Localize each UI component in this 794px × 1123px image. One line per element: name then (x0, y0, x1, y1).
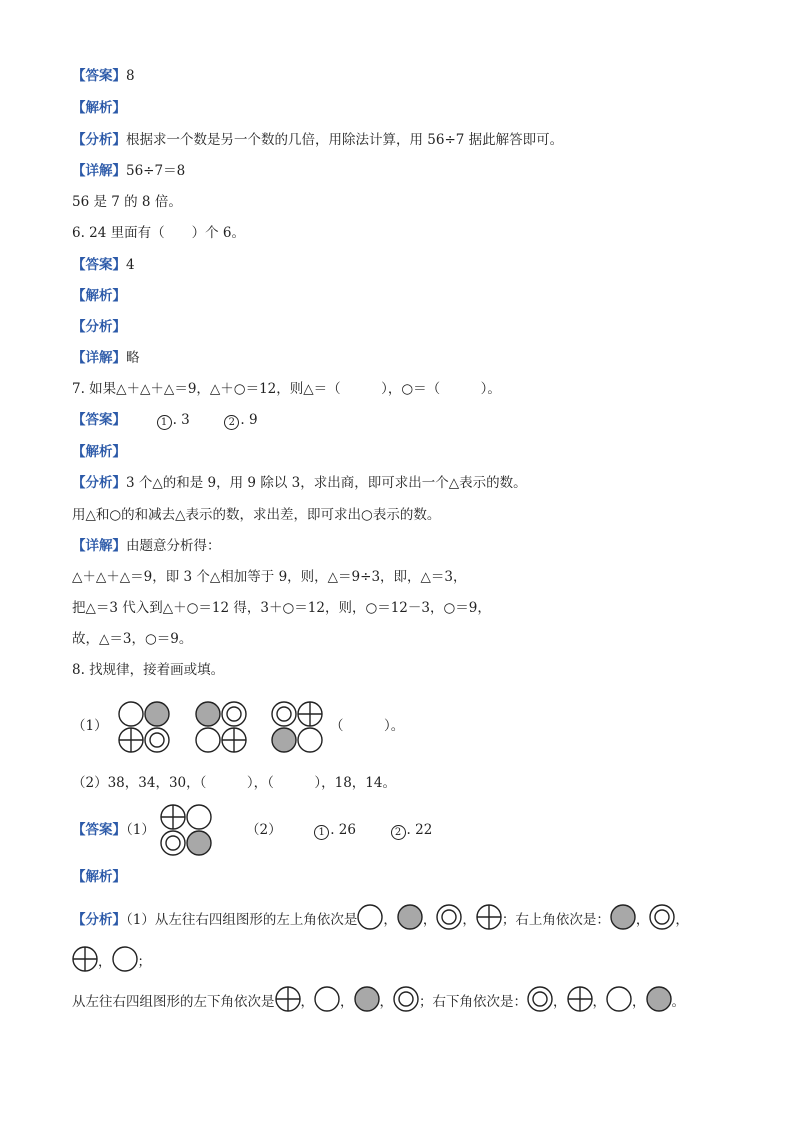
gray-circle-icon (646, 986, 672, 1012)
q6-detail-line (72, 348, 140, 368)
q7-detail-line (72, 536, 221, 556)
detail-text: 略 (126, 350, 140, 366)
empty-circle-icon (314, 986, 340, 1012)
fenxi-text: 根据求一个数是另一个数的几倍，用除法计算，用 56÷7 据此解答即可。 (126, 132, 564, 148)
detail-text: 把△＝3 代入到△＋○＝12 得，3＋○＝12，则，○＝12－3，○＝9， (72, 600, 491, 616)
answer-text: 4 (126, 257, 135, 273)
answer-tag: 【答案】 (72, 822, 126, 838)
answer-part2-label: （2） (246, 822, 282, 838)
fenxi-text: （1）从左往右四组图形的左上角依次是 (126, 912, 358, 928)
pattern-group-2 (196, 702, 246, 752)
detail-text: △＋△＋△＝9，即 3 个△相加等于 9，则，△＝9÷3，即，△＝3， (72, 569, 467, 585)
comma: ， (632, 994, 646, 1010)
q7-fenxi-line-2 (72, 505, 440, 525)
question-text: 7. 如果△＋△＋△＝9，△＋○＝12，则△＝（ ），○＝（ ）。 (72, 381, 501, 397)
pattern-group-1 (119, 702, 169, 752)
answer-part1: （1） (126, 822, 155, 838)
fenxi-tag: 【分析】 (72, 319, 126, 335)
detail-text: 56÷7＝8 (126, 163, 186, 179)
analysis-tag: 【解析】 (72, 869, 126, 885)
q5-answer-line (72, 66, 135, 86)
question-text: 8. 找规律，接着画或填。 (72, 662, 225, 678)
q6-question (72, 223, 245, 243)
comma: ， (553, 994, 567, 1010)
q8-fenxi-line-2 (72, 946, 151, 974)
q6-analysis-line (72, 286, 126, 306)
q7-fenxi-line (72, 473, 527, 493)
gray-circle-icon (397, 904, 423, 930)
answer-2: . 9 (240, 412, 258, 428)
fenxi-tag: 【分析】 (72, 475, 126, 491)
detail-text: 56 是 7 的 8 倍。 (72, 194, 182, 210)
answer-figure (158, 803, 214, 859)
ring-circle-icon (527, 986, 553, 1012)
answer-text: 8 (126, 68, 135, 84)
empty-circle-icon (357, 904, 383, 930)
q8-analysis-line (72, 867, 126, 887)
answer-2: . 22 (406, 822, 433, 838)
part-label: （1） (72, 718, 108, 734)
answer-tag: 【答案】 (72, 412, 126, 428)
detail-tag: 【详解】 (72, 350, 126, 366)
q8-part1-label (72, 716, 108, 736)
question-text: （2）38，34，30，（ ），（ ），18，14。 (72, 775, 396, 791)
q8-part2 (72, 773, 396, 793)
answer-tag: 【答案】 (72, 257, 126, 273)
answer-number-2: 2 (224, 415, 239, 430)
empty-circle-icon (606, 986, 632, 1012)
q7-detail-line-3 (72, 598, 491, 618)
empty-circle-icon (112, 946, 138, 972)
q7-answer-line (72, 410, 258, 430)
comma: ， (635, 912, 650, 928)
blank-text: （ ）。 (330, 718, 405, 734)
ring-circle-icon (393, 986, 419, 1012)
cross-circle-icon (567, 986, 593, 1012)
detail-text: 由题意分析得： (126, 538, 221, 554)
comma: ， (675, 912, 689, 928)
comma: ， (383, 912, 397, 928)
q8-answer-line (72, 820, 155, 840)
q8-part1-blank (330, 716, 404, 736)
q8-fenxi-line-3 (72, 986, 685, 1014)
fenxi-tag: 【分析】 (72, 912, 126, 928)
fenxi-text: 从左往右四组图形的左下角依次是 (72, 994, 275, 1010)
fenxi-text: 用△和○的和减去△表示的数，求出差，即可求出○表示的数。 (72, 507, 441, 523)
comma: ， (340, 994, 354, 1010)
q8-fenxi-line (72, 904, 689, 932)
q5-fenxi-line (72, 130, 563, 150)
fenxi-text: ；右下角依次是： (419, 994, 527, 1010)
q5-detail-line (72, 161, 185, 181)
cross-circle-icon (275, 986, 301, 1012)
detail-tag: 【详解】 (72, 538, 126, 554)
semicolon: ； (137, 954, 151, 970)
comma: ， (592, 994, 606, 1010)
q8-question (72, 660, 224, 680)
analysis-tag: 【解析】 (72, 444, 126, 460)
detail-tag: 【详解】 (72, 163, 126, 179)
fenxi-text: ；右上角依次是： (501, 912, 610, 928)
comma: ， (98, 954, 112, 970)
analysis-tag: 【解析】 (72, 288, 126, 304)
q6-fenxi-line (72, 317, 126, 337)
q6-answer-line (72, 255, 135, 275)
q7-detail-line-4 (72, 629, 192, 649)
ring-circle-icon (649, 904, 675, 930)
ring-circle-icon (436, 904, 462, 930)
cross-circle-icon (476, 904, 502, 930)
answer-number-1: 1 (314, 825, 329, 840)
period: 。 (671, 994, 685, 1010)
detail-text: 故，△＝3，○＝9。 (72, 631, 193, 647)
comma: ， (462, 912, 476, 928)
q5-detail-line-2 (72, 192, 182, 212)
q5-analysis-line (72, 98, 126, 118)
q8-answer-part2 (246, 820, 432, 840)
fenxi-text: 3 个△的和是 9，用 9 除以 3，求出商，即可求出一个△表示的数。 (126, 475, 527, 491)
q7-analysis-line (72, 442, 126, 462)
answer-tag: 【答案】 (72, 68, 126, 84)
question-text: 6. 24 里面有（ ）个 6。 (72, 225, 246, 241)
answer-number-2: 2 (391, 825, 406, 840)
gray-circle-icon (354, 986, 380, 1012)
comma: ， (422, 912, 437, 928)
comma: ， (379, 994, 393, 1010)
pattern-group-3 (272, 702, 322, 752)
answer-1: . 3 (172, 412, 190, 428)
comma: ， (300, 994, 314, 1010)
fenxi-tag: 【分析】 (72, 132, 126, 148)
pattern-figures (116, 700, 336, 756)
analysis-tag: 【解析】 (72, 100, 126, 116)
answer-number-1: 1 (157, 415, 172, 430)
q7-question (72, 379, 501, 399)
q7-detail-line-2 (72, 567, 467, 587)
answer-1: . 26 (330, 822, 356, 838)
gray-circle-icon (610, 904, 636, 930)
cross-circle-icon (72, 946, 98, 972)
